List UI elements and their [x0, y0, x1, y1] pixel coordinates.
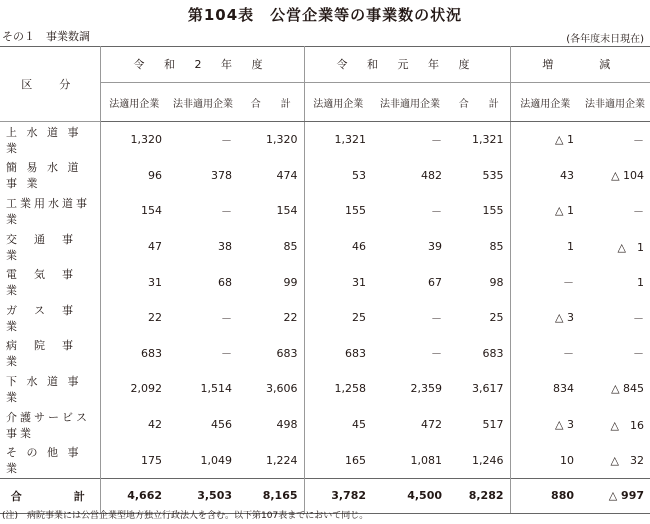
- cell-r1-nonapplied: －: [431, 347, 442, 361]
- header-r2-total: 合 計: [238, 83, 304, 122]
- cell-r2-applied: 96: [100, 158, 168, 194]
- cell-r2-nonapplied: 3,503: [168, 478, 238, 513]
- cell-r2-applied: 683: [100, 336, 168, 372]
- cell-r1-nonapplied: －: [431, 311, 442, 325]
- row-label: 病 院 事 業: [6, 339, 90, 369]
- cell-r1-nonapplied: 4,500: [372, 478, 448, 513]
- row-label: 上 水 道 事 業: [6, 125, 82, 155]
- cell-r1-total: 155: [482, 204, 504, 218]
- row-label: 工業用水道事業: [6, 196, 90, 226]
- cell-change-nonapplied: △ 1: [617, 240, 645, 254]
- cell-r2-total: 99: [283, 275, 298, 289]
- row-label: 合 計: [0, 478, 100, 513]
- cell-r1-nonapplied: 472: [421, 418, 442, 432]
- cell-r2-total: 8,165: [238, 478, 304, 513]
- business-count-table: [0, 46, 650, 514]
- cell-r1-total: 25: [489, 311, 504, 325]
- cell-r1-total: 85: [489, 240, 504, 254]
- table-title: 第104表 公営企業等の事業数の状況: [187, 6, 463, 24]
- cell-change-nonapplied: 1: [637, 275, 645, 289]
- cell-change-nonapplied: －: [633, 311, 645, 325]
- cell-change-applied: －: [510, 336, 580, 372]
- cell-r1-applied: 155: [304, 193, 372, 229]
- cell-change-nonapplied: △ 997: [580, 478, 650, 513]
- header-change-nonapplied: 法非適用企業: [580, 83, 650, 122]
- cell-r2-nonapplied: 1,049: [200, 453, 232, 467]
- cell-change-nonapplied: △ 104: [611, 168, 645, 182]
- row-label: 下 水 道 事 業: [6, 374, 82, 404]
- cell-r1-total: 683: [482, 346, 504, 360]
- table-row: [0, 229, 650, 265]
- cell-r1-applied: 683: [304, 336, 372, 372]
- cell-r1-total: 8,282: [448, 478, 510, 513]
- table-row: [0, 264, 650, 300]
- cell-change-nonapplied: －: [633, 204, 645, 218]
- cell-r1-nonapplied: 482: [421, 168, 442, 182]
- cell-r1-applied: 25: [304, 300, 372, 336]
- cell-change-nonapplied: △ 16: [610, 418, 645, 432]
- table-row: [0, 158, 650, 194]
- cell-change-applied: 834: [510, 371, 580, 407]
- table-row: [0, 336, 650, 372]
- header-r1-total: 合 計: [448, 83, 510, 122]
- cell-r2-applied: 4,662: [100, 478, 168, 513]
- cell-r1-applied: 1,321: [304, 122, 372, 158]
- cell-r2-nonapplied: 456: [211, 418, 232, 432]
- cell-r2-applied: 42: [100, 407, 168, 443]
- row-label: 簡 易 水 道 事 業: [6, 161, 82, 191]
- cell-change-applied: △ 1: [510, 122, 580, 158]
- cell-change-applied: －: [510, 264, 580, 300]
- cell-r1-applied: 165: [304, 442, 372, 478]
- cell-r2-total: 683: [276, 346, 298, 360]
- cell-change-applied: 10: [510, 442, 580, 478]
- cell-r2-total: 154: [276, 204, 298, 218]
- cell-r2-nonapplied: 38: [218, 240, 232, 254]
- cell-r2-nonapplied: －: [221, 133, 232, 147]
- row-label: そ の 他 事 業: [6, 446, 82, 476]
- cell-r2-applied: 2,092: [100, 371, 168, 407]
- cell-r2-nonapplied: 378: [211, 168, 232, 182]
- cell-r2-applied: 47: [100, 229, 168, 265]
- row-label: ガ ス 事 業: [6, 303, 90, 333]
- table-row: [0, 300, 650, 336]
- row-label: 電 気 事 業: [6, 268, 90, 298]
- cell-r2-total: 22: [283, 311, 298, 325]
- cell-change-applied: △ 3: [510, 407, 580, 443]
- cell-r2-nonapplied: 68: [218, 275, 232, 289]
- cell-change-applied: △ 1: [510, 193, 580, 229]
- cell-change-applied: 880: [510, 478, 580, 513]
- cell-change-nonapplied: －: [633, 133, 645, 147]
- cell-r2-nonapplied: 1,514: [200, 382, 232, 396]
- cell-r2-nonapplied: －: [221, 204, 232, 218]
- cell-r2-total: 474: [276, 168, 298, 182]
- cell-r1-applied: 3,782: [304, 478, 372, 513]
- table-row: [0, 442, 650, 478]
- as-of-note: (各年度末日現在): [566, 34, 644, 45]
- row-label: 介護サービス事業: [6, 410, 90, 440]
- header-r2-applied: 法適用企業: [100, 83, 168, 122]
- footnote: (注) 病院事業には公営企業型地方独立行政法人を含む。以下第107表までにおいて同じ。: [2, 511, 369, 521]
- cell-r1-nonapplied: 67: [428, 275, 442, 289]
- cell-change-applied: 1: [510, 229, 580, 265]
- header-r2: 令 和 2 年 度: [100, 46, 304, 83]
- header-change-applied: 法適用企業: [510, 83, 580, 122]
- table-row: [0, 407, 650, 443]
- cell-r2-applied: 1,320: [100, 122, 168, 158]
- cell-r2-nonapplied: －: [221, 311, 232, 325]
- cell-r2-nonapplied: －: [221, 347, 232, 361]
- header-r2-nonapplied: 法非適用企業: [168, 83, 238, 122]
- cell-r1-applied: 46: [304, 229, 372, 265]
- cell-r2-total: 1,224: [266, 453, 298, 467]
- table-subtitle: その１ 事業数調: [2, 30, 90, 43]
- header-r1-applied: 法適用企業: [304, 83, 372, 122]
- cell-r1-total: 1,246: [472, 453, 504, 467]
- cell-r2-applied: 31: [100, 264, 168, 300]
- cell-r2-applied: 22: [100, 300, 168, 336]
- table-row: [0, 193, 650, 229]
- cell-r1-total: 1,321: [472, 133, 504, 147]
- row-label: 交 通 事 業: [6, 232, 90, 262]
- cell-change-nonapplied: △ 32: [610, 454, 645, 468]
- header-r1: 令 和 元 年 度: [304, 46, 510, 83]
- cell-r1-total: 98: [489, 275, 504, 289]
- cell-r2-total: 498: [276, 418, 298, 432]
- cell-r2-applied: 154: [100, 193, 168, 229]
- cell-change-applied: △ 3: [510, 300, 580, 336]
- header-category: 区 分: [0, 46, 100, 122]
- cell-r1-applied: 45: [304, 407, 372, 443]
- cell-r1-nonapplied: 1,081: [410, 453, 442, 467]
- cell-r1-total: 517: [482, 418, 504, 432]
- cell-r1-total: 3,617: [472, 382, 504, 396]
- cell-r1-applied: 1,258: [304, 371, 372, 407]
- cell-r2-total: 85: [283, 240, 298, 254]
- cell-change-applied: 43: [510, 158, 580, 194]
- header-r1-nonapplied: 法非適用企業: [372, 83, 448, 122]
- cell-r2-total: 1,320: [266, 133, 298, 147]
- table-row: [0, 122, 650, 158]
- cell-r1-nonapplied: －: [431, 204, 442, 218]
- cell-r2-applied: 175: [100, 442, 168, 478]
- cell-change-nonapplied: －: [633, 347, 645, 361]
- cell-change-nonapplied: △ 845: [611, 382, 645, 396]
- header-change: 増 減: [510, 46, 650, 83]
- cell-r1-nonapplied: －: [431, 133, 442, 147]
- cell-r1-total: 535: [482, 168, 504, 182]
- cell-r2-total: 3,606: [266, 382, 298, 396]
- cell-r1-nonapplied: 39: [428, 240, 442, 254]
- cell-r1-nonapplied: 2,359: [410, 382, 442, 396]
- table-row: [0, 371, 650, 407]
- cell-r1-applied: 53: [304, 158, 372, 194]
- cell-r1-applied: 31: [304, 264, 372, 300]
